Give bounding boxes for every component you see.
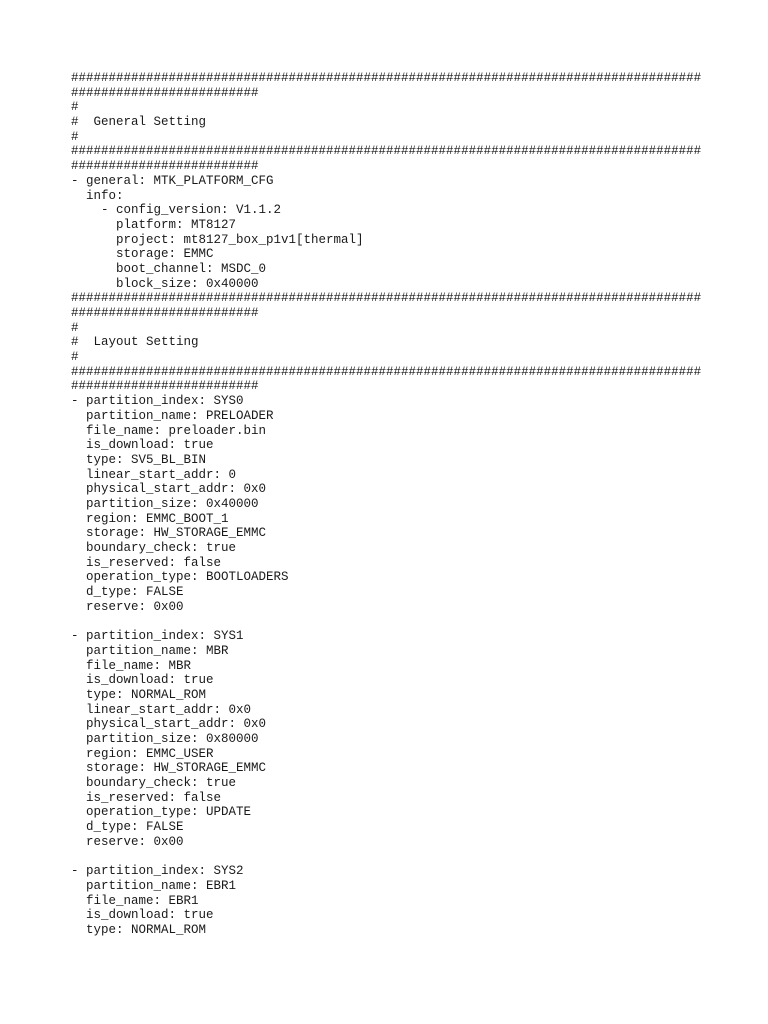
text-line: is_reserved: false: [71, 555, 222, 570]
text-line: physical_start_addr: 0x0: [71, 717, 267, 732]
text-line: is_download: true: [71, 673, 214, 688]
text-line: d_type: FALSE: [71, 820, 184, 835]
text-line: #########################: [71, 85, 259, 100]
text-line: boot_channel: MSDC_0: [71, 261, 267, 276]
text-line: # Layout Setting: [71, 335, 199, 350]
text-line: - partition_index: SYS0: [71, 394, 244, 409]
text-line: # General Setting: [71, 115, 207, 130]
text-line: operation_type: UPDATE: [71, 805, 252, 820]
text-line: is_reserved: false: [71, 790, 222, 805]
text-line: region: EMMC_BOOT_1: [71, 511, 229, 526]
text-line: file_name: preloader.bin: [71, 423, 267, 438]
text-line: #########################: [71, 306, 259, 320]
text-line: d_type: FALSE: [71, 585, 184, 600]
text-line: type: NORMAL_ROM: [71, 922, 207, 937]
text-line: partition_size: 0x40000: [71, 496, 259, 511]
text-line: [71, 614, 701, 629]
text-line: ####################################################################################: [71, 364, 702, 379]
text-line: ####################################################################################: [71, 144, 702, 159]
text-line: physical_start_addr: 0x0: [71, 482, 267, 497]
text-line: is_download: true: [71, 438, 214, 453]
text-line: [71, 849, 701, 864]
text-line: project: mt8127_box_p1v1[thermal]: [71, 232, 364, 247]
text-line: #########################: [71, 159, 259, 174]
text-line: file_name: MBR: [71, 658, 192, 673]
text-line: #: [71, 100, 79, 115]
text-line: storage: HW_STORAGE_EMMC: [71, 526, 267, 541]
text-line: #: [71, 350, 79, 365]
scatter-file-text: [71, 71, 701, 938]
text-line: partition_size: 0x80000: [71, 731, 259, 746]
text-line: block_size: 0x40000: [71, 276, 259, 291]
text-line: platform: MT8127: [71, 217, 237, 232]
text-line: file_name: EBR1: [71, 893, 199, 908]
text-line: reserve: 0x00: [71, 834, 184, 849]
text-line: is_download: true: [71, 908, 214, 923]
text-line: partition_name: EBR1: [71, 878, 237, 893]
text-line: #: [71, 320, 79, 335]
text-line: storage: HW_STORAGE_EMMC: [71, 761, 267, 776]
text-line: - partition_index: SYS1: [71, 629, 244, 644]
text-line: #########################: [71, 379, 259, 394]
text-line: boundary_check: true: [71, 541, 237, 555]
text-line: boundary_check: true: [71, 776, 237, 790]
text-line: type: NORMAL_ROM: [71, 687, 207, 702]
text-line: type: SV5_BL_BIN: [71, 452, 207, 467]
text-line: storage: EMMC: [71, 247, 214, 262]
text-line: reserve: 0x00: [71, 599, 184, 614]
text-line: linear_start_addr: 0x0: [71, 702, 252, 717]
text-line: partition_name: MBR: [71, 643, 229, 658]
text-line: info:: [71, 188, 124, 203]
text-line: #: [71, 129, 79, 144]
text-line: operation_type: BOOTLOADERS: [71, 570, 289, 585]
text-line: partition_name: PRELOADER: [71, 408, 274, 423]
text-line: ####################################################################################: [71, 291, 702, 306]
text-line: region: EMMC_USER: [71, 746, 214, 761]
text-line: ####################################################################################: [71, 71, 702, 85]
text-line: linear_start_addr: 0: [71, 467, 237, 482]
text-line: - config_version: V1.1.2: [71, 203, 282, 218]
text-line: - general: MTK_PLATFORM_CFG: [71, 173, 274, 188]
text-line: - partition_index: SYS2: [71, 864, 244, 879]
